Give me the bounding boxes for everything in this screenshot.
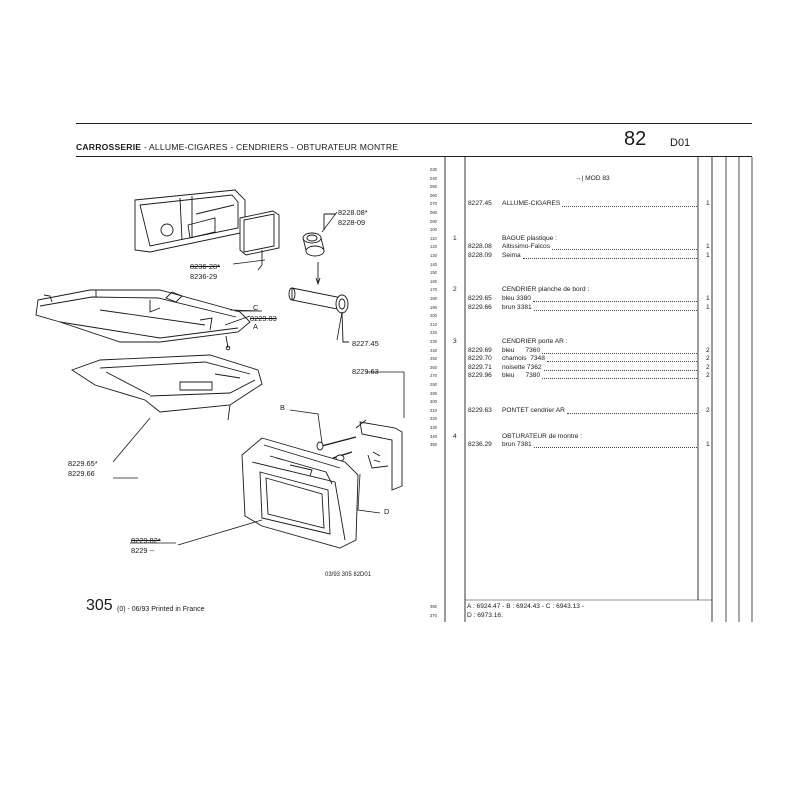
- line-number: 090: [430, 218, 437, 224]
- line-number: 290: [430, 390, 437, 396]
- page-code: D01: [670, 137, 691, 149]
- part-reference: 8229.70: [468, 355, 492, 363]
- quantity: 2: [706, 406, 710, 414]
- callout-8228-09: 8228-09: [338, 218, 366, 227]
- line-number: 080: [430, 210, 437, 215]
- part-description: ALLUME-CIGARES: [502, 200, 561, 208]
- cigar-lighter-drawing: [289, 262, 349, 342]
- part-reference: 8229.63: [468, 406, 492, 414]
- line-number: 310: [430, 407, 437, 413]
- part-description: bleu 7380: [502, 372, 541, 380]
- part-reference: 8229.69: [468, 346, 492, 354]
- quantity: 1: [706, 295, 710, 302]
- footer-model: 305: [86, 597, 113, 614]
- rear-ashtray-bracket-drawing: [356, 420, 402, 490]
- quantity: 1: [706, 243, 710, 251]
- part-reference: 8228.09: [468, 252, 492, 259]
- footnote-fixings-1: A : 6924.47 - B : 6924.43 - C : 6943.13 -: [467, 603, 584, 610]
- line-number: 040: [430, 175, 437, 181]
- quantity: 1: [706, 441, 710, 449]
- line-number: 280: [430, 382, 437, 387]
- callout-8229-83: 8229.83: [250, 314, 277, 323]
- page-title: CARROSSERIE - ALLUME-CIGARES - CENDRIERS - OBTURATEUR MONTRE: [76, 142, 399, 152]
- part-reference: 8236.29: [468, 441, 492, 449]
- part-reference: 8227.45: [468, 200, 492, 208]
- line-number: 360: [430, 604, 437, 609]
- rear-ashtray-drawing: [242, 438, 358, 548]
- line-number: 350: [430, 442, 437, 448]
- dashboard-ashtray-drawing: [72, 355, 262, 420]
- part-reference: 8229.65: [468, 295, 492, 302]
- line-number: 220: [430, 330, 437, 336]
- callout-8229-66: 8229.66: [68, 469, 95, 478]
- quantity: 1: [706, 252, 710, 259]
- quantity: 1: [706, 303, 710, 311]
- line-number: 300: [430, 399, 437, 405]
- line-number: 240: [430, 347, 437, 353]
- callout-A: A: [253, 322, 258, 331]
- line-number: 160: [430, 278, 437, 284]
- line-number: 070: [430, 201, 437, 207]
- dashboard-panel-drawing: [135, 190, 245, 252]
- line-number: 260: [430, 364, 437, 370]
- quantity: 2: [706, 346, 710, 354]
- quantity: 2: [706, 363, 710, 371]
- callout-B: B: [280, 403, 285, 412]
- line-number: 130: [430, 253, 437, 258]
- callout-C: C: [253, 303, 259, 312]
- line-number: 210: [430, 321, 437, 327]
- quantity: 2: [706, 355, 710, 363]
- part-description: bleu 7360: [502, 346, 541, 354]
- watch-blanking-plate-drawing: [240, 211, 279, 270]
- line-number: 340: [430, 433, 437, 439]
- part-description: noisette 7362: [502, 363, 542, 371]
- callout-8229-82: 8229.82*: [131, 536, 161, 545]
- line-number: 100: [430, 227, 437, 233]
- footnote-fixings-2: D : 6973.16.: [467, 612, 503, 619]
- part-description: CENDRIER porte AR :: [502, 338, 568, 345]
- page-number: 82: [624, 128, 647, 150]
- line-number: 140: [430, 261, 437, 267]
- part-description: chamois 7348: [502, 355, 545, 363]
- callout-8236-29: 8236-29: [190, 272, 218, 281]
- part-description: OBTURATEUR de montre :: [502, 432, 583, 440]
- line-number: 370: [430, 613, 437, 618]
- part-description: BAGUE plastique :: [502, 234, 557, 242]
- part-reference: 8229.96: [468, 372, 492, 380]
- callout-8229-65: 8229.65*: [68, 459, 98, 468]
- part-description: PONTET cendrier AR: [502, 406, 565, 414]
- line-number: 050: [430, 184, 437, 190]
- part-description: Seima: [502, 252, 521, 259]
- quantity: 2: [706, 372, 710, 380]
- part-description: Altissimo-Falcos: [502, 243, 550, 251]
- line-number: 180: [430, 296, 437, 301]
- item-number: 1: [453, 234, 457, 242]
- item-number: 4: [453, 432, 457, 440]
- part-reference: 8229.66: [468, 303, 492, 311]
- part-reference: 8229.71: [468, 363, 492, 371]
- callout-8229: 8229 --: [131, 546, 155, 555]
- line-number: 270: [430, 373, 437, 379]
- part-description: brun 3381: [502, 303, 532, 311]
- line-number: 030: [430, 167, 437, 172]
- part-description: brun 7381: [502, 441, 532, 449]
- callout-8227-45: 8227.45: [352, 339, 379, 348]
- item-number: 2: [453, 286, 457, 294]
- line-number: 250: [430, 356, 437, 362]
- part-reference: 8228.08: [468, 243, 492, 251]
- line-number: 190: [430, 304, 437, 310]
- footer-print-info: (0) - 06/93 Printed in France: [117, 606, 205, 613]
- line-number: 150: [430, 270, 437, 276]
- line-number: 060: [430, 192, 437, 198]
- line-number: 330: [430, 425, 437, 430]
- part-description: CENDRIER planche de bord :: [502, 286, 590, 294]
- callout-D: D: [384, 507, 390, 516]
- dashboard-tray-drawing: [36, 290, 250, 350]
- item-number: 3: [453, 338, 457, 345]
- part-description: bleu 3380: [502, 295, 531, 302]
- model-note: →| MOD 83: [575, 175, 610, 182]
- callout-8229-63: 8229.63: [352, 367, 379, 376]
- line-number: 110: [430, 235, 437, 241]
- quantity: 1: [706, 200, 710, 208]
- line-number: 230: [430, 339, 437, 344]
- callout-8236-28: 8236-28*: [190, 262, 220, 271]
- callout-8228-08: 8228.08*: [338, 208, 368, 217]
- line-number: 170: [430, 287, 437, 293]
- line-number: 320: [430, 416, 437, 422]
- line-number: 200: [430, 313, 437, 319]
- line-number: 120: [430, 244, 437, 250]
- diagram-caption: 03/93 305 82D01: [325, 572, 372, 578]
